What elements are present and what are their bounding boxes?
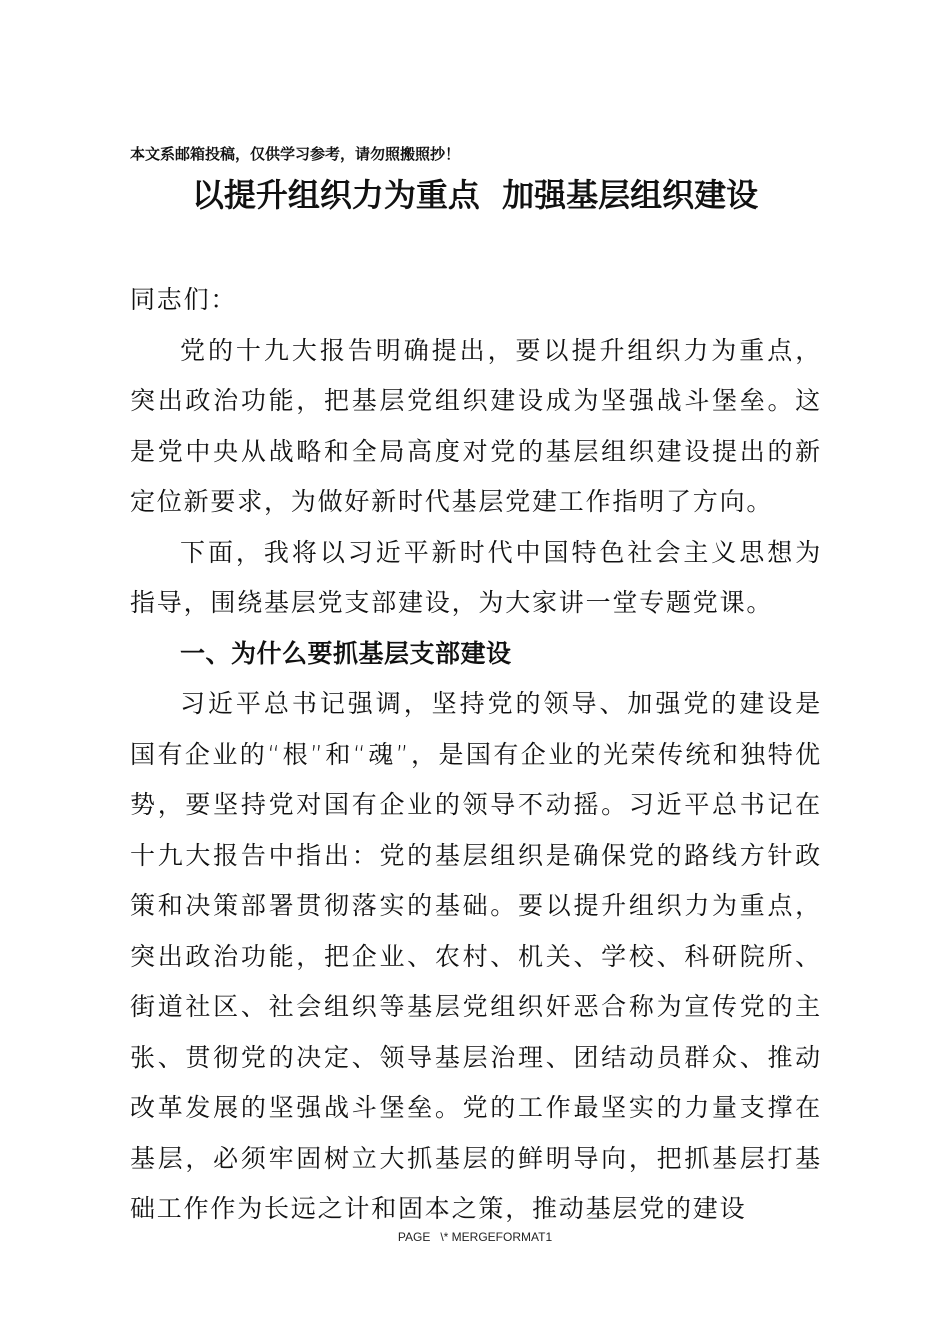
document-title: 以提升组织力为重点 加强基层组织建设 [191,176,759,214]
section-paragraph: 习近平总书记强调，坚持党的领导、加强党的建设是国有企业的“根”和“魂”，是国有企业的光荣传统和独特优势，要坚持党对国有企业的领导不动摇。习近平总书记在十九大报告中指出：党的基层组织是确保党的路线方针政策和决策部署贯彻落实的基础。要以提升组织力为重点，突出政治功能，把企业、农村、机关、学校、科研院所、街道社区、社会组织等基层党组织奸恶合称为宣传党的主张、贯彻党的决定、领导基层治理、团结动员群众、推动改革发展的坚强战斗堡垒。党的工作最坚实的力量支撑在基层，必须牢固树立大抓基层的鲜明导向，把抓基层打基础工作作为长远之计和固本之策，推动基层党的建设 [130,689,822,1223]
salutation: 同志们： [130,285,238,314]
section-heading: 一、为什么要抓基层支部建设 [180,638,512,668]
paragraph-2: 下面，我将以习近平新时代中国特色社会主义思想为指导，围绕基层党支部建设，为大家讲一堂专题党课。 [130,537,822,617]
paragraph-1: 党的十九大报告明确提出，要以提升组织力为重点，突出政治功能，把基层党组织建设成为坚强战斗堡垒。这是党中央从战略和全局高度对党的基层组织建设提出的新定位新要求，为做好新时代基层党建工作指明了方向。 [130,335,822,516]
submission-notice: 本文系邮箱投稿，仅供学习参考，请勿照搬照抄！ [130,145,461,163]
page-footer: PAGE \* MERGEFORMAT1 [397,1230,553,1244]
document-body [130,275,822,1235]
